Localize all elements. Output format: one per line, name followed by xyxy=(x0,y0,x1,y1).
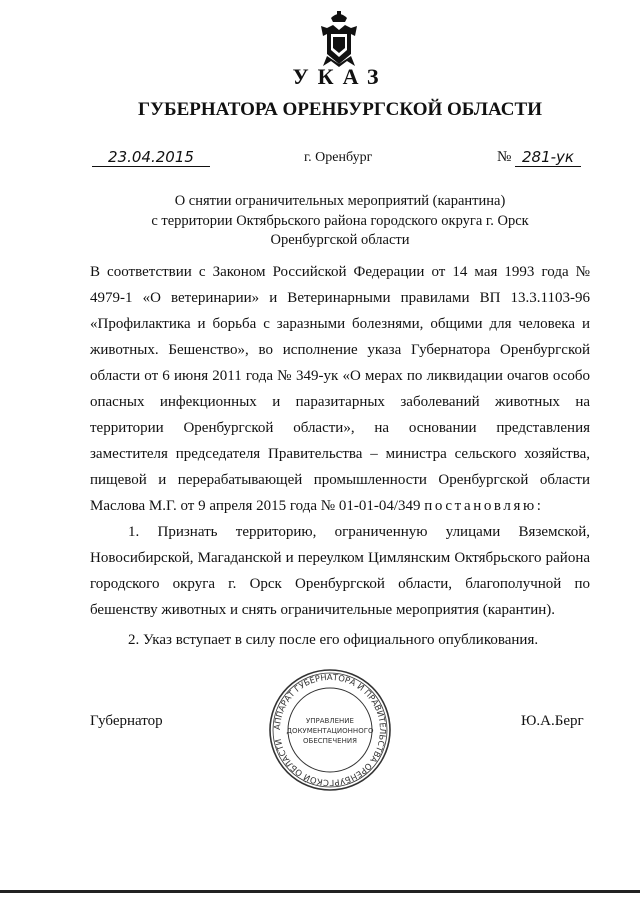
document-number-label: № xyxy=(497,149,512,165)
decree-word: постановляю: xyxy=(424,498,544,514)
document-title: УКАЗ xyxy=(292,64,388,89)
decree-item: 1. Признать территорию, ограниченную улицами Вяземской, Новосибирской, Магаданской и переулком Цимлянским Октябрьского района городского округа г. Орск Оренбургской области, благополучной по бешенству животных и снять ограничительные мероприятия (карантин). xyxy=(90,524,590,618)
stamp-center-line: ДОКУМЕНТАЦИОННОГО xyxy=(286,727,374,735)
heading-line: О снятии ограничительных мероприятий (карантина) xyxy=(174,193,506,209)
stamp-center-line: ОБЕСПЕЧЕНИЯ xyxy=(303,737,357,745)
heading-line: с территории Октябрьского района городского округа г. Орск xyxy=(151,212,529,229)
decree-item: 2. Указ вступает в силу после его официального опубликования. xyxy=(128,632,539,648)
stamp-ring-text: АППАРАТ ГУБЕРНАТОРА И ПРАВИТЕЛЬСТВА ОРЕНБУРГСКОЙ ОБЛАСТИ xyxy=(271,671,389,789)
stamp-center-line: УПРАВЛЕНИЕ xyxy=(306,717,354,725)
preamble-text: В соответствии с Законом Российской Федерации от 14 мая 1993 года № 4979-1 «О ветеринарии» и Ветеринарными правилами ВП 13.3.1103-96 «Профилактика и борьба с заразными болезнями, общими для человека и животных. Бешенство», во исполнение указа Губернатора Оренбургской области от 6 июня 2011 года № 349-ук «О мерах по ликвидации очагов особо опасных инфекционных и паразитарных заболеваний животных на территории Оренбургской области», на основании представления заместителя председателя Правительства – министра сельского хозяйства, пищевой и перерабатывающей промышленности Оренбургской области Маслова М.Г. от 9 апреля 2015 года № 01-01-04/349 xyxy=(90,264,590,514)
document-city: г. Оренбург xyxy=(304,150,373,165)
document-heading xyxy=(90,192,590,251)
document-subtitle: ГУБЕРНАТОРА ОРЕНБУРГСКОЙ ОБЛАСТИ xyxy=(138,99,542,120)
document-number: 281-ук xyxy=(515,148,581,167)
preamble-paragraph xyxy=(90,259,590,519)
coat-of-arms-icon xyxy=(317,10,361,68)
signer-name: Ю.А.Берг xyxy=(521,713,584,729)
heading-line: Оренбургской области xyxy=(270,232,410,248)
official-stamp xyxy=(267,667,393,793)
document-body xyxy=(90,259,590,653)
document-date: 23.04.2015 xyxy=(92,148,210,167)
bottom-border xyxy=(0,890,640,893)
signer-title: Губернатор xyxy=(90,713,163,729)
